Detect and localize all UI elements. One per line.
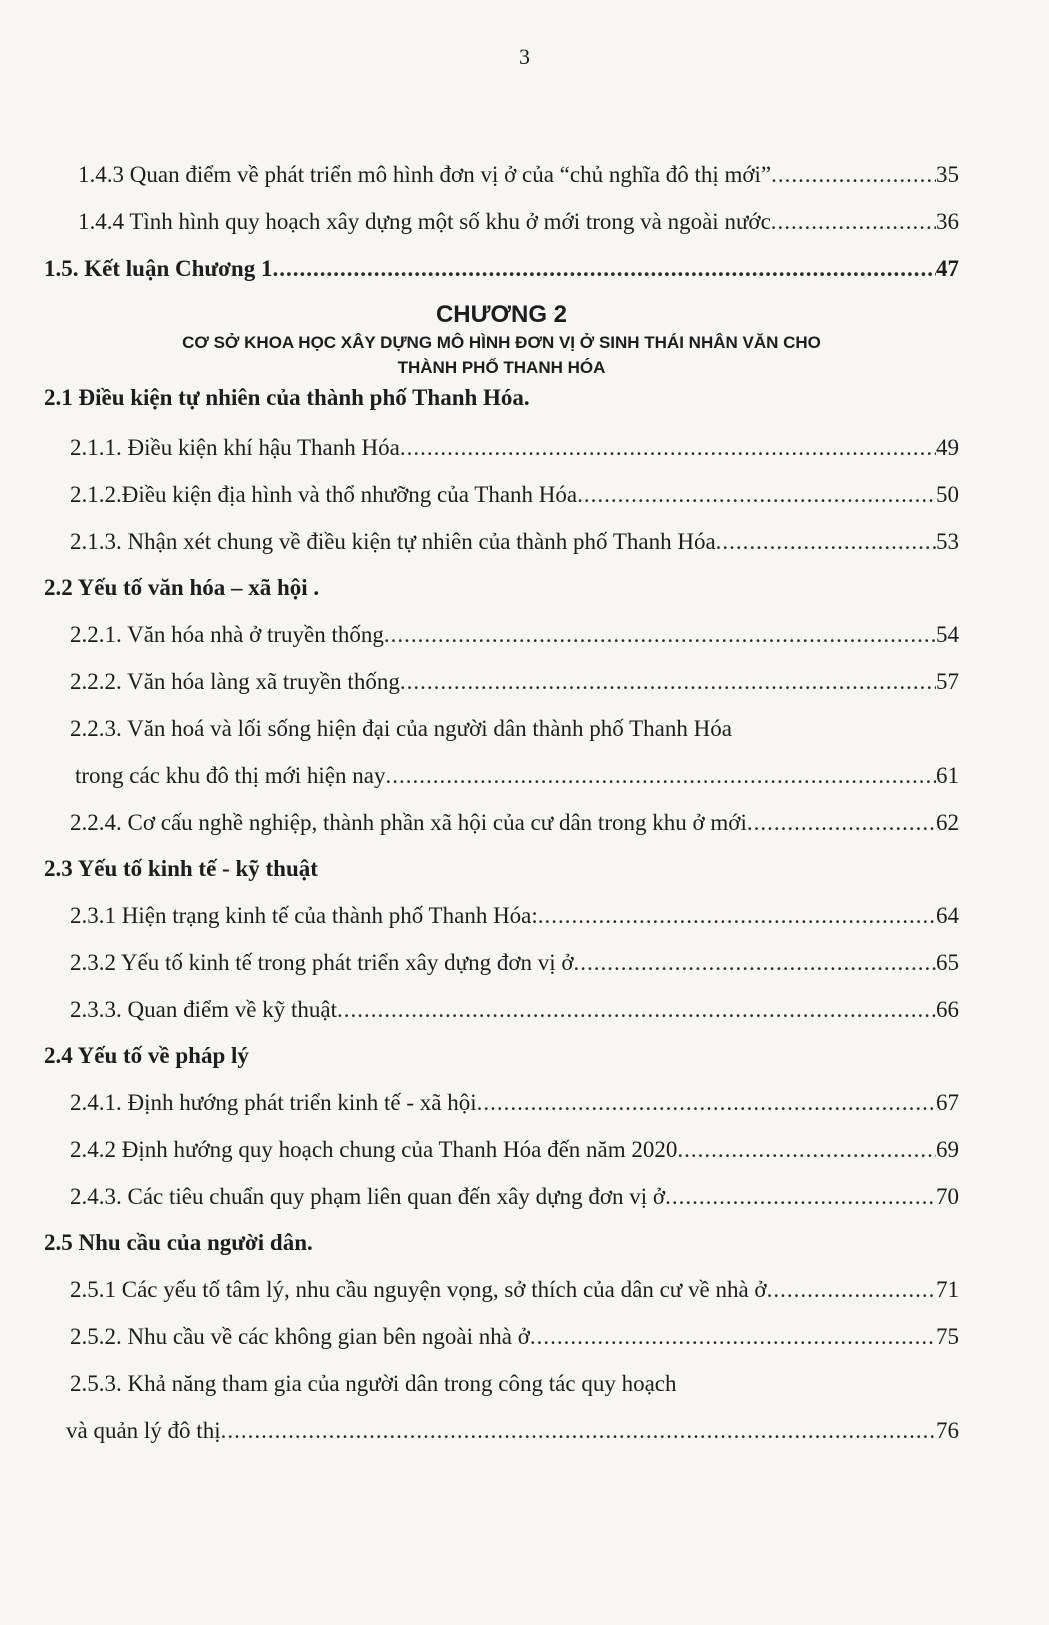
toc-entry: [44, 658, 959, 705]
toc-entry-title: 2.1.2.Điều kiện địa hình và thổ nhưỡng của Thanh Hóa: [70, 482, 578, 507]
toc-page-number: 70: [936, 1184, 959, 1209]
toc-leader: [767, 1266, 936, 1313]
toc-entry: [44, 518, 959, 565]
toc-entry: [44, 892, 959, 939]
toc-entry-title: 2.3.1 Hiện trạng kinh tế của thành phố Thanh Hóa:: [70, 903, 538, 928]
toc-entry-line1: 2.5.3. Khả năng tham gia của người dân trong công tác quy hoạch: [70, 1371, 677, 1396]
toc-leader: [337, 986, 936, 1033]
chapter-heading: [44, 300, 959, 380]
toc-leader: [747, 799, 936, 846]
toc-page-number: 47: [936, 256, 959, 281]
chapter-subtitle-line1: CƠ SỞ KHOA HỌC XÂY DỰNG MÔ HÌNH ĐƠN VỊ Ở SINH THÁI NHÂN VĂN CHO: [182, 333, 821, 352]
toc-entry: [44, 151, 959, 198]
toc-entry: [44, 471, 959, 518]
toc-entry-conclusion: [44, 245, 959, 292]
toc-page-number: 50: [936, 482, 959, 507]
toc-entry-title: 1.5. Kết luận Chương 1: [44, 256, 273, 281]
chapter-title: CHƯƠNG 2: [435, 301, 568, 328]
toc-entry: [44, 1313, 959, 1360]
toc-leader: [530, 1313, 936, 1360]
toc-entry-title: 2.2.4. Cơ cấu nghề nghiệp, thành phần xã hội của cư dân trong khu ở mới: [70, 810, 747, 835]
toc-leader: [400, 658, 936, 705]
toc-page-number: 36: [936, 209, 959, 234]
toc-page-number: 67: [936, 1090, 959, 1115]
toc-leader: [477, 1079, 936, 1126]
toc-entry: [44, 752, 959, 799]
page-number: 3: [519, 44, 530, 69]
toc-leader: [771, 198, 936, 245]
toc-page-number: 54: [936, 622, 959, 647]
toc-entry: [44, 799, 959, 846]
toc-page-number: 69: [936, 1137, 959, 1162]
toc-page-number: 66: [936, 997, 959, 1022]
toc-entry: [44, 424, 959, 471]
toc-leader: [677, 1126, 936, 1173]
chapter-subtitle-line2: THÀNH PHỐ THANH HÓA: [397, 358, 606, 377]
toc-leader: [771, 151, 936, 198]
toc-leader: [221, 1407, 936, 1454]
toc-page-number: 65: [936, 950, 959, 975]
toc-entry: [44, 1266, 959, 1313]
section-heading: 2.3 Yếu tố kinh tế - kỹ thuật: [44, 856, 318, 881]
toc-entry: [44, 611, 959, 658]
toc-entry-title: 2.4.2 Định hướng quy hoạch chung của Thanh Hóa đến năm 2020: [70, 1137, 678, 1162]
section-heading: 2.5 Nhu cầu của người dân.: [44, 1230, 313, 1255]
toc-leader: [577, 471, 936, 518]
toc-leader: [574, 939, 936, 986]
toc-leader: [272, 245, 936, 292]
toc-page-number: 64: [936, 903, 959, 928]
toc-entry: [44, 1173, 959, 1220]
toc-leader: [385, 752, 936, 799]
table-of-contents: [44, 151, 959, 1454]
toc-page-number: 57: [936, 669, 959, 694]
toc-leader: [400, 424, 936, 471]
toc-entry-title: 2.4.1. Định hướng phát triển kinh tế - xã hội: [70, 1090, 477, 1115]
section-heading: 2.4 Yếu tố về pháp lý: [44, 1043, 249, 1068]
toc-entry-title: trong các khu đô thị mới hiện nay: [75, 763, 386, 788]
toc-page-number: 61: [936, 763, 959, 788]
toc-page-number: 71: [936, 1277, 959, 1302]
toc-entry-title: 2.3.2 Yếu tố kinh tế trong phát triển xây dựng đơn vị ở: [70, 950, 574, 975]
toc-entry-title: 2.5.2. Nhu cầu về các không gian bên ngoài nhà ở: [70, 1324, 530, 1349]
toc-entry-title: 2.1.1. Điều kiện khí hậu Thanh Hóa: [70, 435, 400, 460]
toc-entry: [44, 1407, 959, 1454]
toc-page-number: 35: [936, 162, 959, 187]
toc-entry-title: 2.2.1. Văn hóa nhà ở truyền thống: [70, 622, 384, 647]
toc-entry-title: 2.2.2. Văn hóa làng xã truyền thống: [70, 669, 400, 694]
toc-page-number: 53: [936, 529, 959, 554]
toc-entry: [44, 986, 959, 1033]
toc-entry-title: 1.4.4 Tình hình quy hoạch xây dựng một số khu ở mới trong và ngoài nước: [78, 209, 771, 234]
toc-entry-line1: 2.2.3. Văn hoá và lối sống hiện đại của người dân thành phố Thanh Hóa: [70, 716, 732, 741]
section-heading: 2.1 Điều kiện tự nhiên của thành phố Thanh Hóa.: [44, 385, 530, 410]
toc-entry-title: 2.4.3. Các tiêu chuẩn quy phạm liên quan đến xây dựng đơn vị ở: [70, 1184, 666, 1209]
toc-page-number: 75: [936, 1324, 959, 1349]
toc-page-number: 76: [936, 1418, 959, 1443]
toc-page-number: 62: [936, 810, 959, 835]
toc-leader: [665, 1173, 936, 1220]
toc-entry-title: 1.4.3 Quan điểm về phát triển mô hình đơn vị ở của “chủ nghĩa đô thị mới”: [78, 162, 772, 187]
toc-page-number: 49: [936, 435, 959, 460]
toc-leader: [716, 518, 936, 565]
toc-entry-title: 2.3.3. Quan điểm về kỹ thuật: [70, 997, 338, 1022]
toc-leader: [538, 892, 936, 939]
toc-entry-title: và quản lý đô thị: [66, 1418, 221, 1443]
toc-entry: [44, 1126, 959, 1173]
toc-entry: [44, 939, 959, 986]
toc-leader: [384, 611, 936, 658]
toc-entry-title: 2.5.1 Các yếu tố tâm lý, nhu cầu nguyện vọng, sở thích của dân cư về nhà ở: [70, 1277, 767, 1302]
toc-entry: [44, 1079, 959, 1126]
section-heading: 2.2 Yếu tố văn hóa – xã hội .: [44, 575, 320, 600]
toc-entry-title: 2.1.3. Nhận xét chung về điều kiện tự nhiên của thành phố Thanh Hóa: [70, 529, 716, 554]
toc-entry: [44, 198, 959, 245]
